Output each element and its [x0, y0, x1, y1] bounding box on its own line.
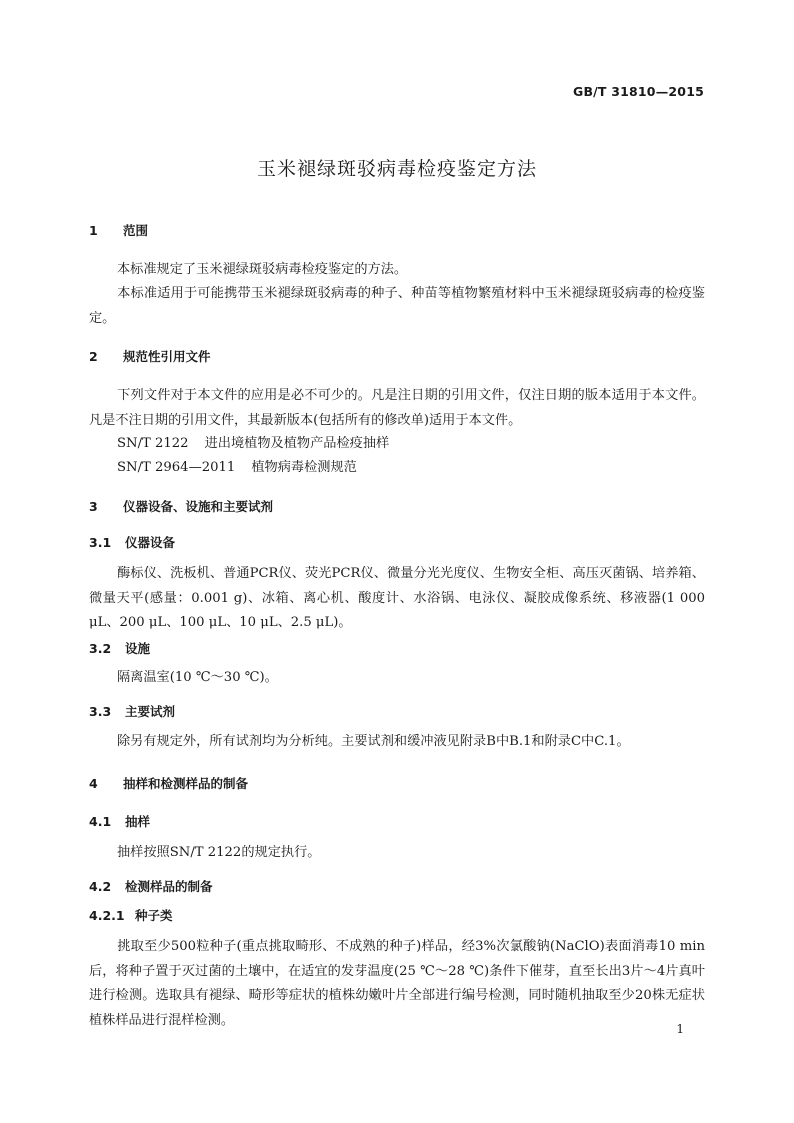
paragraph-text: 挑取至少500粒种子(重点挑取畸形、不成熟的种子)样品，经3%次氯酸钠(NaClO)表面消毒10 min后，将种子置于灭过菌的土壤中，在适宜的发芽温度(25 ℃～28 ℃)条件下催芽，直至长出3片～4片真叶进行检测。选取具有褪绿、畸形等症状的植株幼嫩叶片全部进行编号检测，同时随机抽取至少20株无症状植株样品进行混样检测。 [89, 939, 705, 1028]
paragraph-text: 本标准规定了玉米褪绿斑驳病毒检疫鉴定的方法。 [117, 262, 408, 277]
section-number: 2 [89, 349, 98, 364]
subsection-4-2-heading [89, 877, 213, 895]
paragraph [89, 666, 705, 691]
section-title: 设施 [125, 641, 151, 656]
section-title: 种子类 [135, 908, 173, 923]
subsection-3-3-heading [89, 702, 175, 720]
section-number: 4.1 [89, 814, 112, 829]
section-number: 3.2 [89, 641, 112, 656]
section-4-heading [89, 774, 248, 792]
section-title: 检测样品的制备 [125, 879, 213, 894]
reference-code: SN/T 2964—2011 [117, 460, 236, 475]
section-title: 仪器设备 [125, 535, 176, 550]
reference-code: SN/T 2122 [117, 436, 189, 451]
document-title: 玉米褪绿斑驳病毒检疫鉴定方法 [256, 158, 537, 180]
section-title: 抽样和检测样品的制备 [123, 776, 249, 791]
section-number: 4 [89, 776, 98, 791]
section-3-heading [89, 497, 273, 515]
section-title: 范围 [123, 223, 149, 238]
section-number: 3 [89, 499, 98, 514]
section-title: 仪器设备、设施和主要试剂 [123, 499, 274, 514]
subsection-4-2-1-heading [89, 906, 173, 924]
section-number: 4.2.1 [89, 908, 125, 923]
paragraph-text: 除另有规定外，所有试剂均为分析纯。主要试剂和缓冲液见附录B中B.1和附录C中C.1。 [117, 734, 630, 749]
subsection-3-1-heading [89, 533, 175, 551]
standard-code: GB/T 31810—2015 [572, 84, 704, 99]
paragraph [89, 562, 705, 636]
paragraph [89, 841, 705, 866]
paragraph-text: 下列文件对于本文件的应用是必不可少的。凡是注日期的引用文件，仅注日期的版本适用于本文件。凡是不注日期的引用文件，其最新版本(包括所有的修改单)适用于本文件。 [89, 388, 705, 428]
section-title: 抽样 [125, 814, 151, 829]
subsection-4-1-heading [89, 812, 150, 830]
section-title: 规范性引用文件 [123, 349, 211, 364]
paragraph [89, 282, 705, 331]
paragraph-text: 隔离温室(10 ℃～30 ℃)。 [117, 670, 278, 685]
reference-title: 进出境植物及植物产品检疫抽样 [204, 436, 390, 451]
section-2-heading [89, 347, 211, 365]
section-number: 3.1 [89, 535, 112, 550]
reference-title: 植物病毒检测规范 [251, 460, 357, 475]
paragraph-text: 抽样按照SN/T 2122的规定执行。 [117, 845, 321, 860]
paragraph-text: 本标准适用于可能携带玉米褪绿斑驳病毒的种子、种苗等植物繁殖材料中玉米褪绿斑驳病毒的检疫鉴定。 [89, 286, 705, 326]
section-title: 主要试剂 [125, 704, 176, 719]
paragraph-text: 酶标仪、洗板机、普通PCR仪、荧光PCR仪、微量分光光度仪、生物安全柜、高压灭菌锅、培养箱、微量天平(感量：0.001 g)、冰箱、离心机、酸度计、水浴锅、电泳仪、凝胶成像系统、移液器(1 000 μL、200 μL、100 μL、10 μL、2.5 μL)。 [89, 566, 705, 630]
normative-reference [117, 456, 357, 475]
paragraph [89, 730, 705, 755]
normative-reference [117, 432, 389, 451]
paragraph [89, 258, 705, 283]
paragraph [89, 384, 705, 433]
subsection-3-2-heading [89, 639, 150, 657]
page-number: 1 [676, 1022, 684, 1036]
paragraph [89, 935, 705, 1033]
section-number: 3.3 [89, 704, 112, 719]
section-1-heading [89, 221, 148, 239]
section-number: 4.2 [89, 879, 112, 894]
section-number: 1 [89, 223, 98, 238]
